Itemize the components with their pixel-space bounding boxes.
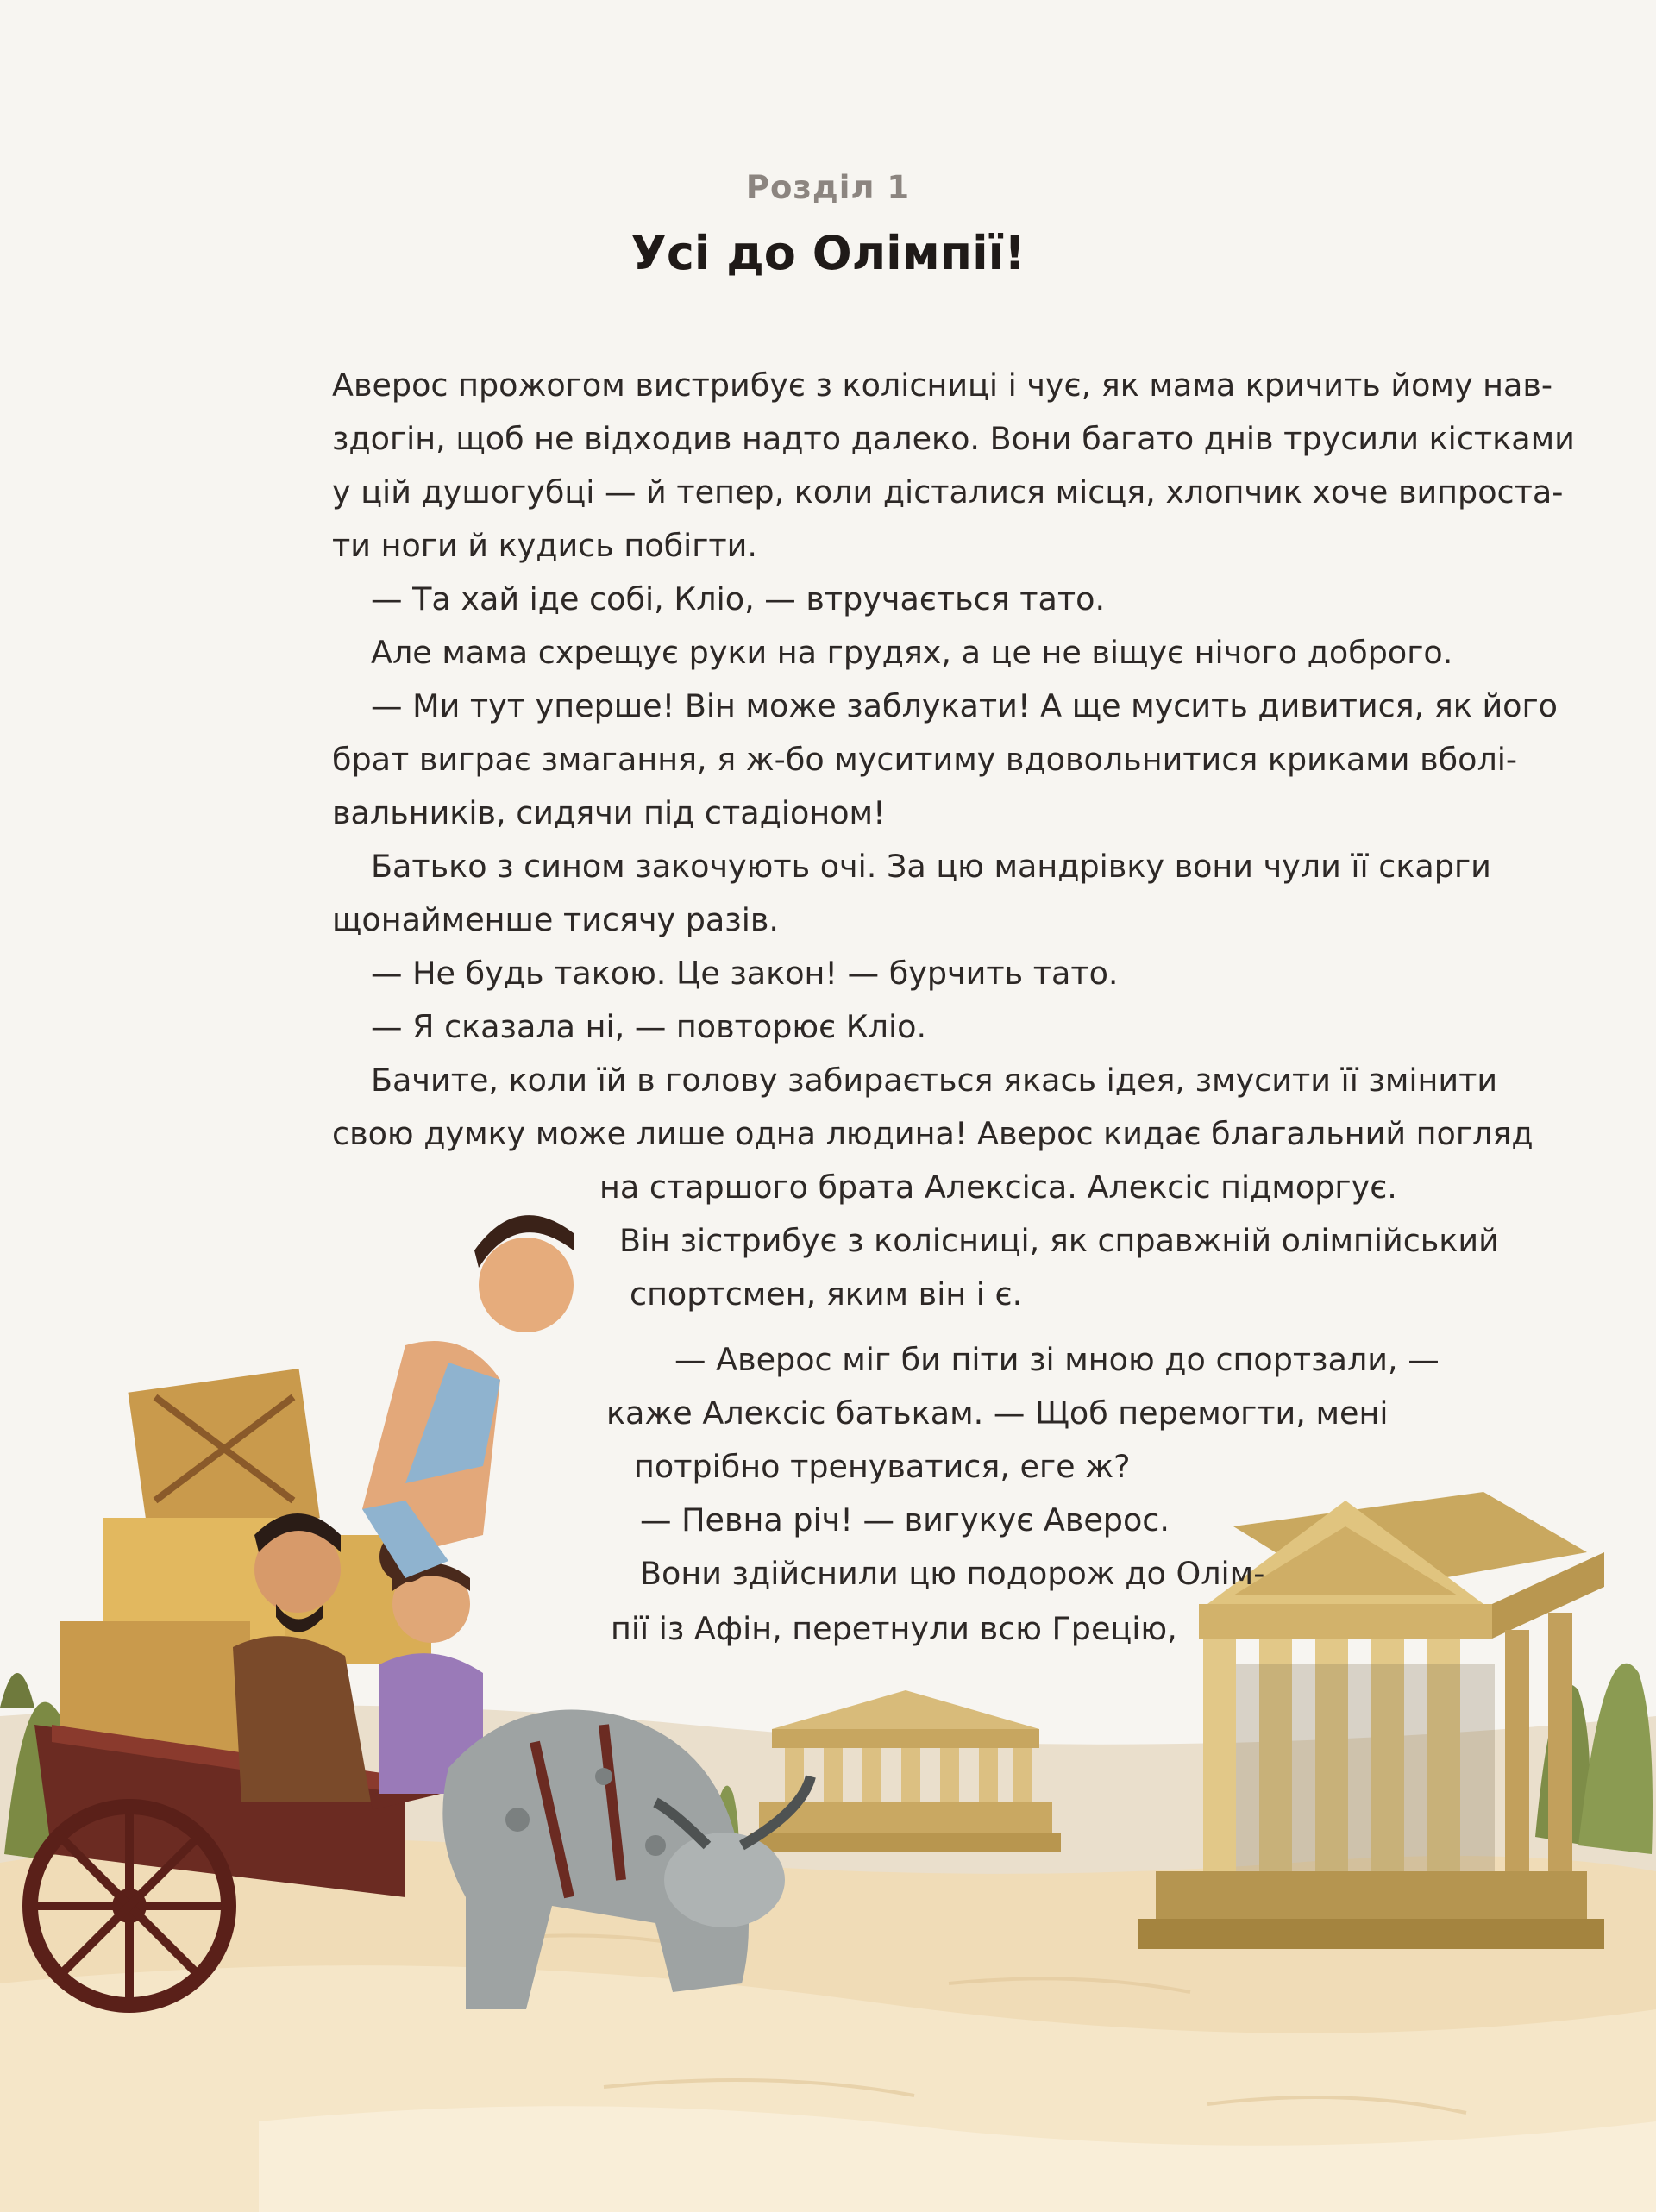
text-line: Бачите, коли їй в голову забирається якась ідея, змусити її змінити (371, 1062, 1498, 1099)
text-line: пії із Афін, перетнули всю Грецію, (611, 1610, 1177, 1647)
small-temple-icon (750, 1690, 1061, 1852)
text-line: у цій душогубці — й тепер, коли дісталися місця, хлопчик хоче випроста- (332, 473, 1564, 511)
chapter-label: Розділ 1 (745, 169, 911, 206)
text-line: — Ми тут уперше! Він може заблукати! А ще мусить дивитися, як його (371, 687, 1559, 724)
text-line: щонайменше тисячу разів. (332, 901, 779, 938)
chapter-title: Усі до Олімпії! (630, 226, 1026, 280)
text-line: Батько з сином закочують очі. За цю мандрівку вони чули її скарги (371, 848, 1491, 885)
text-line: каже Алексіс батькам. — Щоб перемогти, мені (606, 1394, 1389, 1432)
text-line: брат виграє змагання, я ж-бо муситиму вдовольнитися криками вболі- (332, 741, 1518, 778)
text-line: Але мама схрещує руки на грудях, а це не віщує нічого доброго. (371, 634, 1453, 671)
text-line: — Не будь такою. Це закон! — бурчить тато. (371, 955, 1119, 992)
text-line: Аверос прожогом вистрибує з колісниці і чує, як мама кричить йому нав- (332, 367, 1553, 404)
text-line: ти ноги й кудись побігти. (332, 527, 757, 564)
text-line: — Певна річ! — вигукує Аверос. (640, 1501, 1170, 1538)
text-line: — Я сказала ні, — повторює Кліо. (371, 1008, 927, 1045)
text-line: Він зістрибує з колісниці, як справжній олімпійський (619, 1222, 1499, 1259)
text-line: здогін, щоб не відходив надто далеко. Вони багато днів трусили кістками (332, 420, 1575, 457)
text-line: спортсмен, яким він і є. (630, 1275, 1023, 1313)
text-line: — Аверос міг би піти зі мною до спортзали, — (674, 1341, 1440, 1378)
text-line: потрібно тренуватися, еге ж? (634, 1448, 1131, 1485)
text-line: Вони здійснили цю подорож до Олім- (640, 1555, 1265, 1592)
text-line: свою думку може лише одна людина! Аверос кидає благальний погляд (332, 1115, 1534, 1152)
text-line: вальників, сидячи під стадіоном! (332, 794, 886, 831)
text-line: — Та хай іде собі, Кліо, — втручається тато. (371, 580, 1106, 617)
text-line: на старшого брата Алексіса. Алексіс підморгує. (599, 1169, 1397, 1206)
